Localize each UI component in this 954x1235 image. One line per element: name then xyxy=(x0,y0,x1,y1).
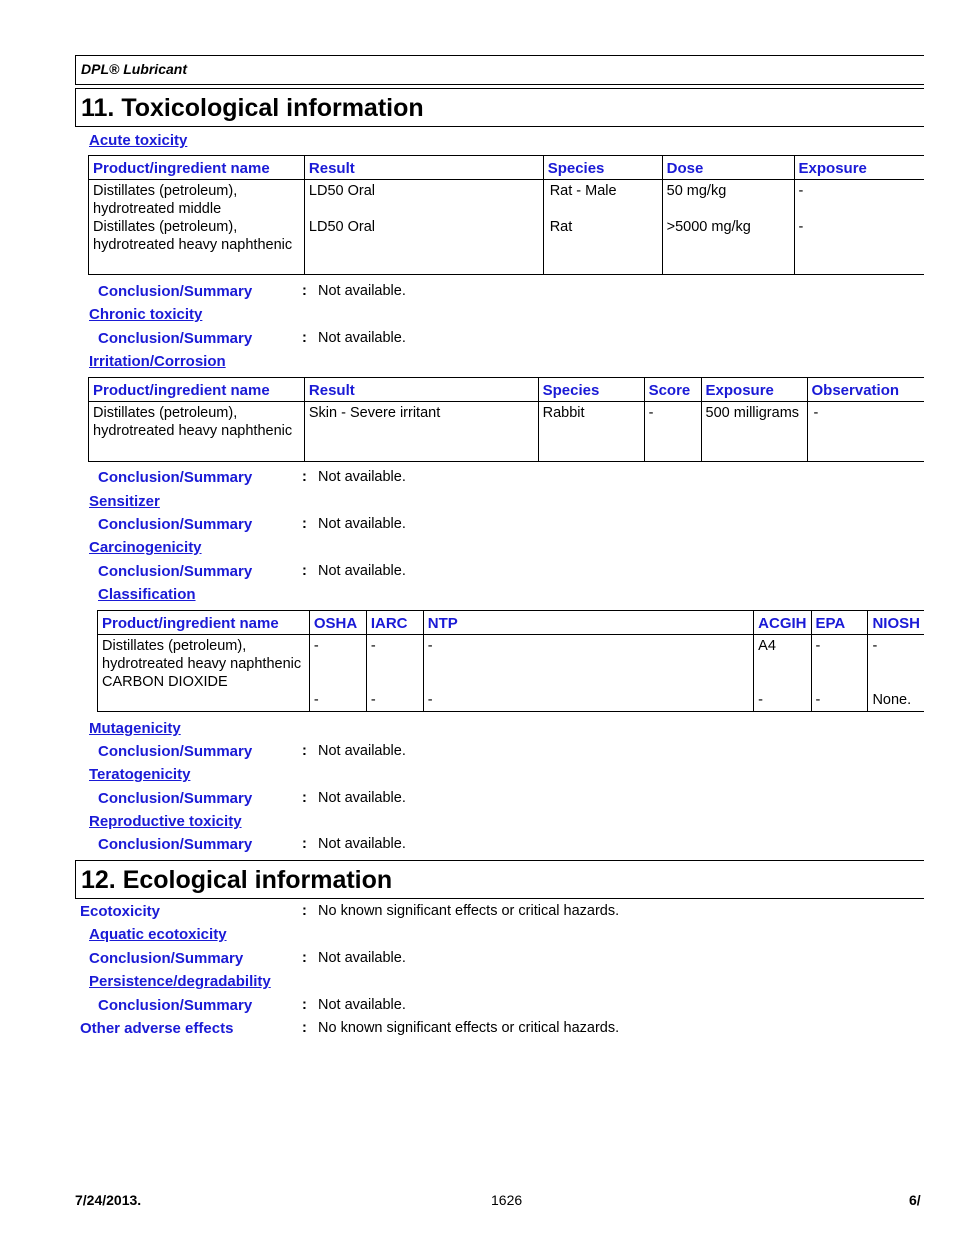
irritation-conclusion-label: Conclusion/Summary xyxy=(98,469,253,486)
colon: : xyxy=(302,790,307,806)
score-cell: - xyxy=(644,402,701,462)
result-cell: LD50 Oral xyxy=(308,219,375,235)
acute-conclusion-label: Conclusion/Summary xyxy=(98,283,253,300)
carcinogenicity-conclusion-label: Conclusion/Summary xyxy=(98,563,253,580)
result-cell: LD50 Oral xyxy=(308,183,375,199)
result-cell: Skin - Severe irritant xyxy=(304,402,538,462)
species-cell: Rat - Male xyxy=(549,183,617,199)
colon: : xyxy=(302,743,307,759)
table-header-row xyxy=(89,378,925,402)
ecotoxicity-value: No known significant effects or critical hazards. xyxy=(318,903,620,919)
document-header xyxy=(75,55,924,85)
column-header: NTP xyxy=(423,611,753,635)
sensitizer-conclusion-label: Conclusion/Summary xyxy=(98,516,253,533)
ingredient-name: Distillates (petroleum), hydrotreated heavy naphthenic xyxy=(89,402,305,462)
column-header: EPA xyxy=(811,611,868,635)
footer-page-number: 6/ xyxy=(909,1192,921,1208)
colon: : xyxy=(302,903,307,919)
acgih-cell: A4 xyxy=(758,638,776,654)
ingredient-name: Distillates (petroleum), hydrotreated heavy naphthenic xyxy=(93,219,293,253)
persistence-heading: Persistence/degradability xyxy=(89,973,271,990)
column-header: NIOSH xyxy=(868,611,924,635)
teratogenicity-conclusion-value: Not available. xyxy=(318,790,406,806)
carcinogenicity-heading: Carcinogenicity xyxy=(89,539,202,556)
ecotoxicity-label: Ecotoxicity xyxy=(80,903,161,920)
product-name: DPL® Lubricant xyxy=(81,61,187,77)
other-adverse-effects-label: Other adverse effects xyxy=(80,1020,234,1037)
iarc-cell: - xyxy=(370,638,376,654)
colon: : xyxy=(302,563,307,579)
carcinogenicity-conclusion-value: Not available. xyxy=(318,563,406,579)
ingredient-name: Distillates (petroleum), hydrotreated middle xyxy=(93,183,238,217)
teratogenicity-heading: Teratogenicity xyxy=(89,766,191,783)
persistence-conclusion-value: Not available. xyxy=(318,997,406,1013)
classification-heading: Classification xyxy=(98,586,196,603)
reproductive-conclusion-value: Not available. xyxy=(318,836,406,852)
colon: : xyxy=(302,283,307,299)
column-header: OSHA xyxy=(309,611,366,635)
chronic-conclusion-value: Not available. xyxy=(318,330,406,346)
aquatic-ecotoxicity-heading: Aquatic ecotoxicity xyxy=(89,926,227,943)
ingredient-name: Distillates (petroleum), hydrotreated heavy naphthenic xyxy=(102,638,302,672)
species-cell: Rat xyxy=(549,219,573,235)
ntp-cell: - xyxy=(427,692,433,708)
section-12-title: 12. Ecological information xyxy=(81,866,393,894)
table-header-row xyxy=(98,611,925,635)
footer-doc-number: 1626 xyxy=(491,1192,523,1208)
chronic-toxicity-heading: Chronic toxicity xyxy=(89,306,203,323)
dose-cell: 50 mg/kg xyxy=(666,183,727,199)
colon: : xyxy=(302,1020,307,1036)
acute-conclusion-value: Not available. xyxy=(318,283,406,299)
exposure-cell: 500 milligrams xyxy=(701,402,807,462)
column-header: IARC xyxy=(366,611,423,635)
mutagenicity-conclusion-label: Conclusion/Summary xyxy=(98,743,253,760)
column-header: Dose xyxy=(662,156,794,180)
species-cell: Rabbit xyxy=(538,402,644,462)
niosh-cell: - xyxy=(872,638,878,654)
osha-cell: - xyxy=(313,638,319,654)
reproductive-toxicity-heading: Reproductive toxicity xyxy=(89,813,242,830)
column-header: Product/ingredient name xyxy=(98,611,310,635)
osha-cell: - xyxy=(313,692,319,708)
column-header: Product/ingredient name xyxy=(89,378,305,402)
dose-cell: >5000 mg/kg xyxy=(666,219,751,235)
acute-toxicity-table xyxy=(88,155,924,275)
chronic-conclusion-label: Conclusion/Summary xyxy=(98,330,253,347)
mutagenicity-conclusion-value: Not available. xyxy=(318,743,406,759)
irritation-heading: Irritation/Corrosion xyxy=(89,353,226,370)
table-row xyxy=(98,635,925,712)
column-header: Result xyxy=(304,156,543,180)
colon: : xyxy=(302,469,307,485)
section-12-header xyxy=(75,860,924,899)
exposure-cell: - xyxy=(798,183,804,199)
column-header: Species xyxy=(538,378,644,402)
section-11-title: 11. Toxicological information xyxy=(81,94,424,122)
epa-cell: - xyxy=(815,692,821,708)
classification-table xyxy=(97,610,924,712)
colon: : xyxy=(302,997,307,1013)
aquatic-conclusion-label: Conclusion/Summary xyxy=(89,950,244,967)
ingredient-name: CARBON DIOXIDE xyxy=(102,674,228,690)
column-header: ACGIH xyxy=(754,611,811,635)
sensitizer-heading: Sensitizer xyxy=(89,493,160,510)
irritation-table xyxy=(88,377,924,462)
colon: : xyxy=(302,330,307,346)
aquatic-conclusion-value: Not available. xyxy=(318,950,406,966)
other-adverse-effects-value: No known significant effects or critical hazards. xyxy=(318,1020,620,1036)
section-11-header xyxy=(75,88,924,127)
footer-date: 7/24/2013. xyxy=(75,1192,142,1208)
irritation-conclusion-value: Not available. xyxy=(318,469,406,485)
table-row xyxy=(89,180,925,275)
column-header: Result xyxy=(304,378,538,402)
niosh-cell: None. xyxy=(872,692,912,708)
ntp-cell: - xyxy=(427,638,433,654)
column-header: Observation xyxy=(807,378,924,402)
reproductive-conclusion-label: Conclusion/Summary xyxy=(98,836,253,853)
table-header-row xyxy=(89,156,925,180)
mutagenicity-heading: Mutagenicity xyxy=(89,720,181,737)
colon: : xyxy=(302,950,307,966)
colon: : xyxy=(302,836,307,852)
column-header: Product/ingredient name xyxy=(89,156,305,180)
column-header: Species xyxy=(543,156,662,180)
teratogenicity-conclusion-label: Conclusion/Summary xyxy=(98,790,253,807)
colon: : xyxy=(302,516,307,532)
column-header: Exposure xyxy=(701,378,807,402)
acute-toxicity-heading: Acute toxicity xyxy=(89,132,188,149)
exposure-cell: - xyxy=(798,219,804,235)
column-header: Score xyxy=(644,378,701,402)
persistence-conclusion-label: Conclusion/Summary xyxy=(98,997,253,1014)
observation-cell: - xyxy=(807,402,924,462)
epa-cell: - xyxy=(815,638,821,654)
table-row xyxy=(89,402,925,462)
sensitizer-conclusion-value: Not available. xyxy=(318,516,406,532)
column-header: Exposure xyxy=(794,156,924,180)
iarc-cell: - xyxy=(370,692,376,708)
acgih-cell: - xyxy=(758,692,763,708)
